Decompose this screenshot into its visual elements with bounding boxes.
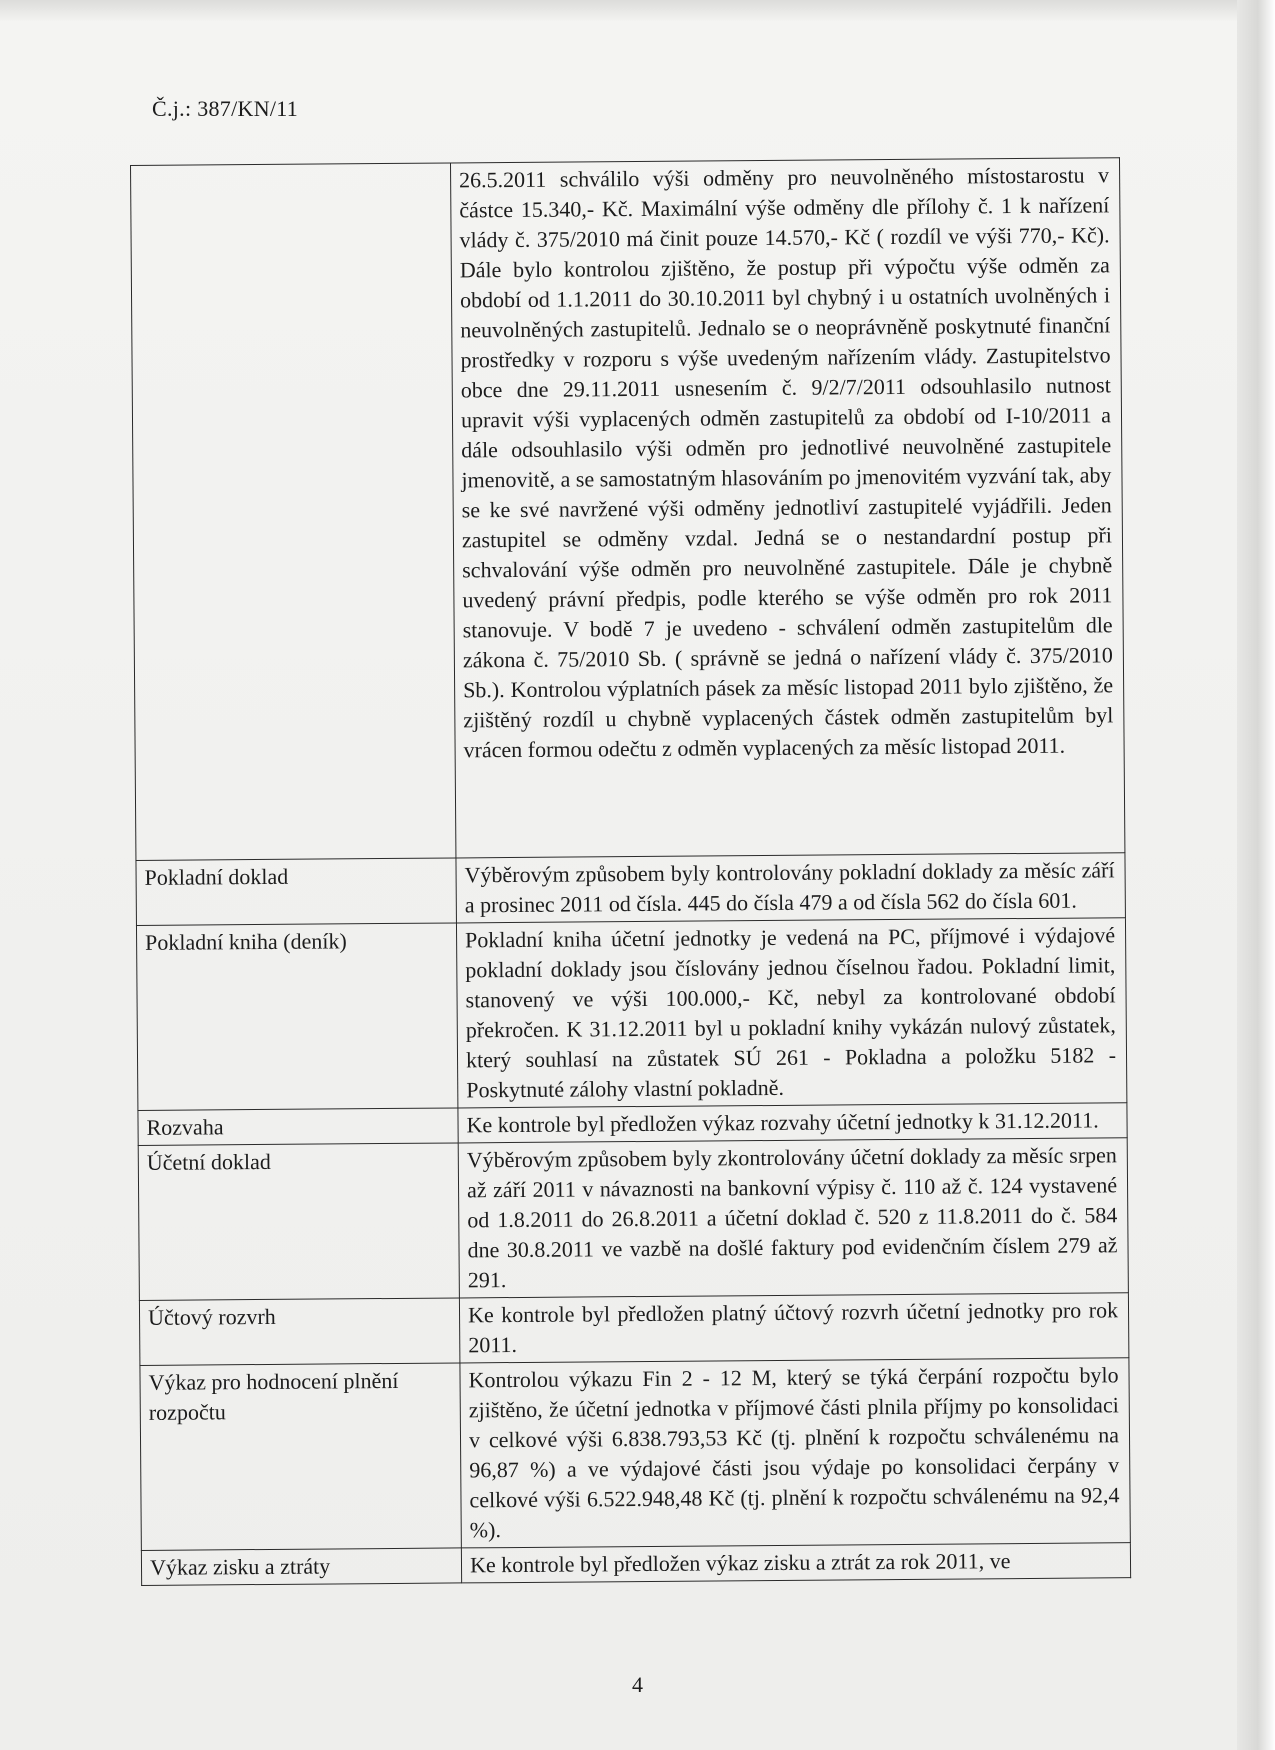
document-reference-number: Č.j.: 387/KN/11 — [152, 96, 299, 121]
table-row — [139, 1293, 1128, 1366]
scan-right-edge — [1237, 0, 1275, 1750]
table-row — [136, 853, 1125, 926]
table-row — [136, 918, 1126, 1111]
scan-top-shadow — [0, 0, 1275, 22]
table-row — [141, 1543, 1130, 1586]
row-label: Výkaz zisku a ztráty — [141, 1548, 461, 1586]
row-text: Ke kontrole byl předložen platný účtový rozvrh účetní jednotky pro rok 2011. — [459, 1293, 1128, 1363]
row-label: Rozvaha — [138, 1108, 458, 1146]
row-label: Pokladní doklad — [136, 858, 457, 926]
table-row — [140, 1358, 1130, 1551]
table-row — [138, 1138, 1128, 1301]
row-text: Výběrovým způsobem byly kontrolovány pokladní doklady za měsíc září a prosinec 2011 od čísla. 445 do čísla 479 a od čísla 562 do čísla 601. — [456, 853, 1125, 923]
table-row — [131, 158, 1125, 861]
row-text: Kontrolou výkazu Fin 2 - 12 M, který se týká čerpání rozpočtu bylo zjištěno, že účetní jednotka v příjmové části plnila příjmy po konsolidaci v celkové výši 6.838.793,53 Kč (tj. plnění k rozpočtu schválenému na 96,87 %) a ve výdajové části jsou výdaje po konsolidaci čerpány v celkové výši 6.522.948,48 Kč (tj. plnění k rozpočtu schválenému na 92,4 %). — [460, 1358, 1130, 1548]
row-label — [131, 163, 456, 860]
page-number: 4 — [632, 1672, 643, 1697]
row-label: Pokladní kniha (deník) — [136, 923, 457, 1111]
row-label: Výkaz pro hodnocení plnění rozpočtu — [140, 1363, 461, 1551]
row-text: Výběrovým způsobem byly zkontrolovány účetní doklady za měsíc srpen až září 2011 v návaznosti na bankovní výpisy č. 110 až č. 124 vystavené od 1.8.2011 do 26.8.2011 a účetní doklad č. 520 z 11.8.2011 do č. 584 dne 30.8.2011 ve vazbě na došlé faktury pod evidenčním číslem 279 až 291. — [458, 1138, 1128, 1298]
row-label: Účtový rozvrh — [139, 1298, 460, 1366]
row-text: Ke kontrole byl předložen výkaz zisku a ztrát za rok 2011, ve — [461, 1543, 1130, 1583]
row-text: Pokladní kniha účetní jednotky je vedená na PC, příjmové i výdajové pokladní doklady jsou číslovány jednou číselnou řadou. Pokladní limit, stanovený ve výši 100.000,- Kč, nebyl za kontrolované období překročen. K 31.12.2011 byl u pokladní knihy vykázán nulový zůstatek, který souhlasí na zůstatek SÚ 261 - Pokladna a položku 5182 - Poskytnuté zálohy vlastní pokladně. — [456, 918, 1126, 1108]
inspection-findings-table — [130, 157, 1131, 1586]
row-text: 26.5.2011 schválilo výši odměny pro neuvolněného místostarostu v částce 15.340,- Kč. Maximální výše odměny dle přílohy č. 1 k nařízení vlády č. 375/2010 má činit pouze 14.570,- Kč ( rozdíl ve výši 770,- Kč). Dále bylo kontrolou zjištěno, že postup při výpočtu výše odměn za období od 1.1.2011 do 30.10.2011 byl chybný i u ostatních uvolněných i neuvolněných zastupitelů. Jednalo se o neoprávněně poskytnuté finanční prostředky v rozporu s výše uvedeným nařízením vlády. Zastupitelstvo obce dne 29.11.2011 usnesením č. 9/2/7/2011 odsouhlasilo nutnost upravit výši vyplacených odměn zastupitelů za období od I-10/2011 a dále odsouhlasilo výši odměn pro jednotlivé neuvolněné zastupitele jmenovitě, a se samostatným hlasováním po jmenovitém vyzvání tak, aby se ke své navržené výši odměny jednotliví zastupitelé vyjádřili. Jeden zastupitel se odměny vzdal. Jedná se o nestandardní postup při schvalování výše odměn pro neuvolněné zastupitele. Dále je chybně uvedený právní předpis, podle kterého se výše odměn pro rok 2011 stanovuje. V bodě 7 je uvedeno - schválení odměn zastupitelům dle zákona č. 75/2010 Sb. ( správně se jedná o nařízení vlády č. 375/2010 Sb.). Kontrolou výplatních pásek za měsíc listopad 2011 bylo zjištěno, že zjištěný rozdíl u chybně vyplacených částek odměn zastupitelům byl vrácen formou odečtu z odměn vyplacených za měsíc listopad 2011. — [450, 158, 1124, 858]
row-label: Účetní doklad — [138, 1143, 459, 1301]
row-text: Ke kontrole byl předložen výkaz rozvahy účetní jednotky k 31.12.2011. — [458, 1103, 1127, 1143]
